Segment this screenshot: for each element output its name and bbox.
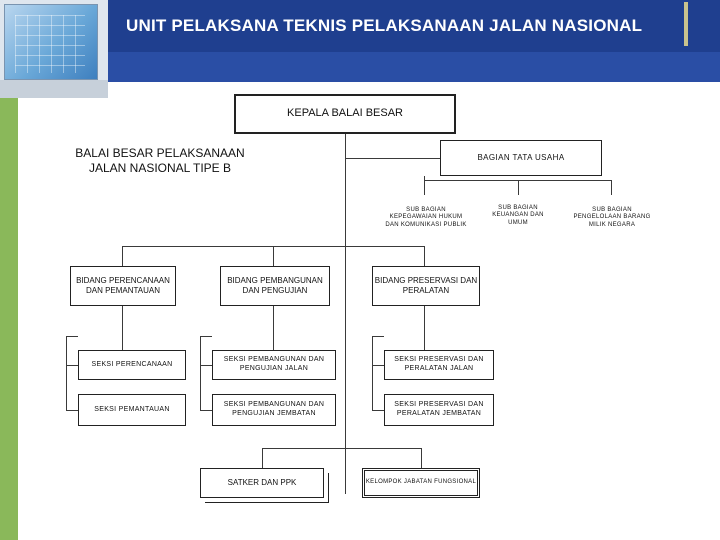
bagian-tata-usaha-box: [440, 140, 602, 176]
org-title: [40, 144, 280, 178]
subbag-keuangan-box: [484, 198, 552, 234]
connector-line: [66, 336, 67, 411]
connector-line: [518, 180, 519, 195]
bidang-preservasi-box: [372, 266, 480, 306]
kelompok-fungsional-label: KELOMPOK JABATAN FUNGSIONAL: [365, 479, 477, 486]
bidang-perencanaan-label: BIDANG PERENCANAAN DAN PEMANTAUAN: [76, 276, 170, 295]
connector-line: [200, 365, 212, 366]
connector-line: [424, 176, 425, 195]
seksi-pembangunan-jembatan-box: [212, 394, 336, 426]
bidang-pembangunan-box: [220, 266, 330, 306]
side-accent-bar: [0, 98, 18, 540]
seksi-pemantauan-label: SEKSI PEMANTAUAN: [94, 405, 170, 413]
monitor-logo-icon: [0, 0, 108, 98]
connector-line: [262, 448, 263, 468]
connector-line: [345, 134, 346, 494]
connector-line: [66, 336, 78, 337]
connector-line: [200, 336, 212, 337]
seksi-preservasi-jalan-label: SEKSI PRESERVASI DAN PERALATAN JALAN: [394, 356, 484, 372]
bidang-preservasi-label: BIDANG PRESERVASI DAN PERALATAN: [374, 276, 478, 295]
seksi-pembangunan-jalan-label: SEKSI PEMBANGUNAN DAN PENGUJIAN JALAN: [223, 356, 325, 372]
kepala-label: KEPALA BALAI BESAR: [287, 107, 403, 120]
monitor-screen: [4, 4, 98, 80]
connector-line: [122, 246, 123, 266]
page-title: UNIT PELAKSANA TEKNIS PELAKSANAAN JALAN NASIONAL: [126, 16, 643, 35]
seksi-perencanaan-label: SEKSI PERENCANAAN: [91, 360, 173, 368]
header-divider: [684, 2, 688, 46]
connector-line: [372, 410, 384, 411]
connector-line: [424, 246, 425, 266]
seksi-preservasi-jembatan-label: SEKSI PRESERVASI DAN PERALATAN JEMBATAN: [394, 401, 484, 417]
satker-ppk-box: [200, 468, 324, 498]
subbag-barang-box: [570, 196, 654, 240]
connector-line: [372, 365, 384, 366]
seksi-preservasi-jembatan-box: [384, 394, 494, 426]
connector-line: [200, 410, 212, 411]
connector-line: [421, 448, 422, 468]
seksi-pemantauan-box: [78, 394, 186, 426]
kepala-balai-besar-box: [234, 94, 456, 134]
connector-line: [611, 180, 612, 195]
bidang-perencanaan-box: [70, 266, 176, 306]
subbag-kepegawaian-box: [384, 196, 468, 240]
connector-line: [372, 336, 373, 411]
keyboard-strip: [0, 80, 108, 98]
header-band: [108, 52, 720, 82]
seksi-pembangunan-jalan-box: [212, 350, 336, 380]
org-title-line1: BALAI BESAR PELAKSANAAN: [75, 146, 245, 160]
subbag-keuangan-label: SUB BAGIAN KEUANGAN DAN UMUM: [492, 204, 544, 226]
seksi-pembangunan-jembatan-label: SEKSI PEMBANGUNAN DAN PENGUJIAN JEMBATAN: [223, 401, 325, 417]
connector-line: [66, 410, 78, 411]
subbag-barang-label: SUB BAGIAN PENGELOLAAN BARANG MILIK NEGARA: [573, 206, 651, 228]
connector-line: [273, 246, 274, 266]
org-title-line2: JALAN NASIONAL TIPE B: [88, 161, 232, 175]
bidang-pembangunan-label: BIDANG PEMBANGUNAN DAN PENGUJIAN: [227, 276, 323, 295]
connector-line: [262, 448, 422, 449]
monitor-grid: [15, 15, 85, 73]
connector-line: [372, 336, 384, 337]
seksi-preservasi-jalan-box: [384, 350, 494, 380]
tata-usaha-label: BAGIAN TATA USAHA: [477, 153, 565, 162]
seksi-perencanaan-box: [78, 350, 186, 380]
satker-label: SATKER DAN PPK: [227, 478, 297, 487]
connector-line: [345, 158, 440, 159]
connector-line: [200, 336, 201, 411]
subbag-kepegawaian-label: SUB BAGIAN KEPEGAWAIAN HUKUM DAN KOMUNIKASI PUBLIK: [385, 206, 467, 228]
kelompok-fungsional-box: [362, 468, 480, 498]
connector-line: [66, 365, 78, 366]
